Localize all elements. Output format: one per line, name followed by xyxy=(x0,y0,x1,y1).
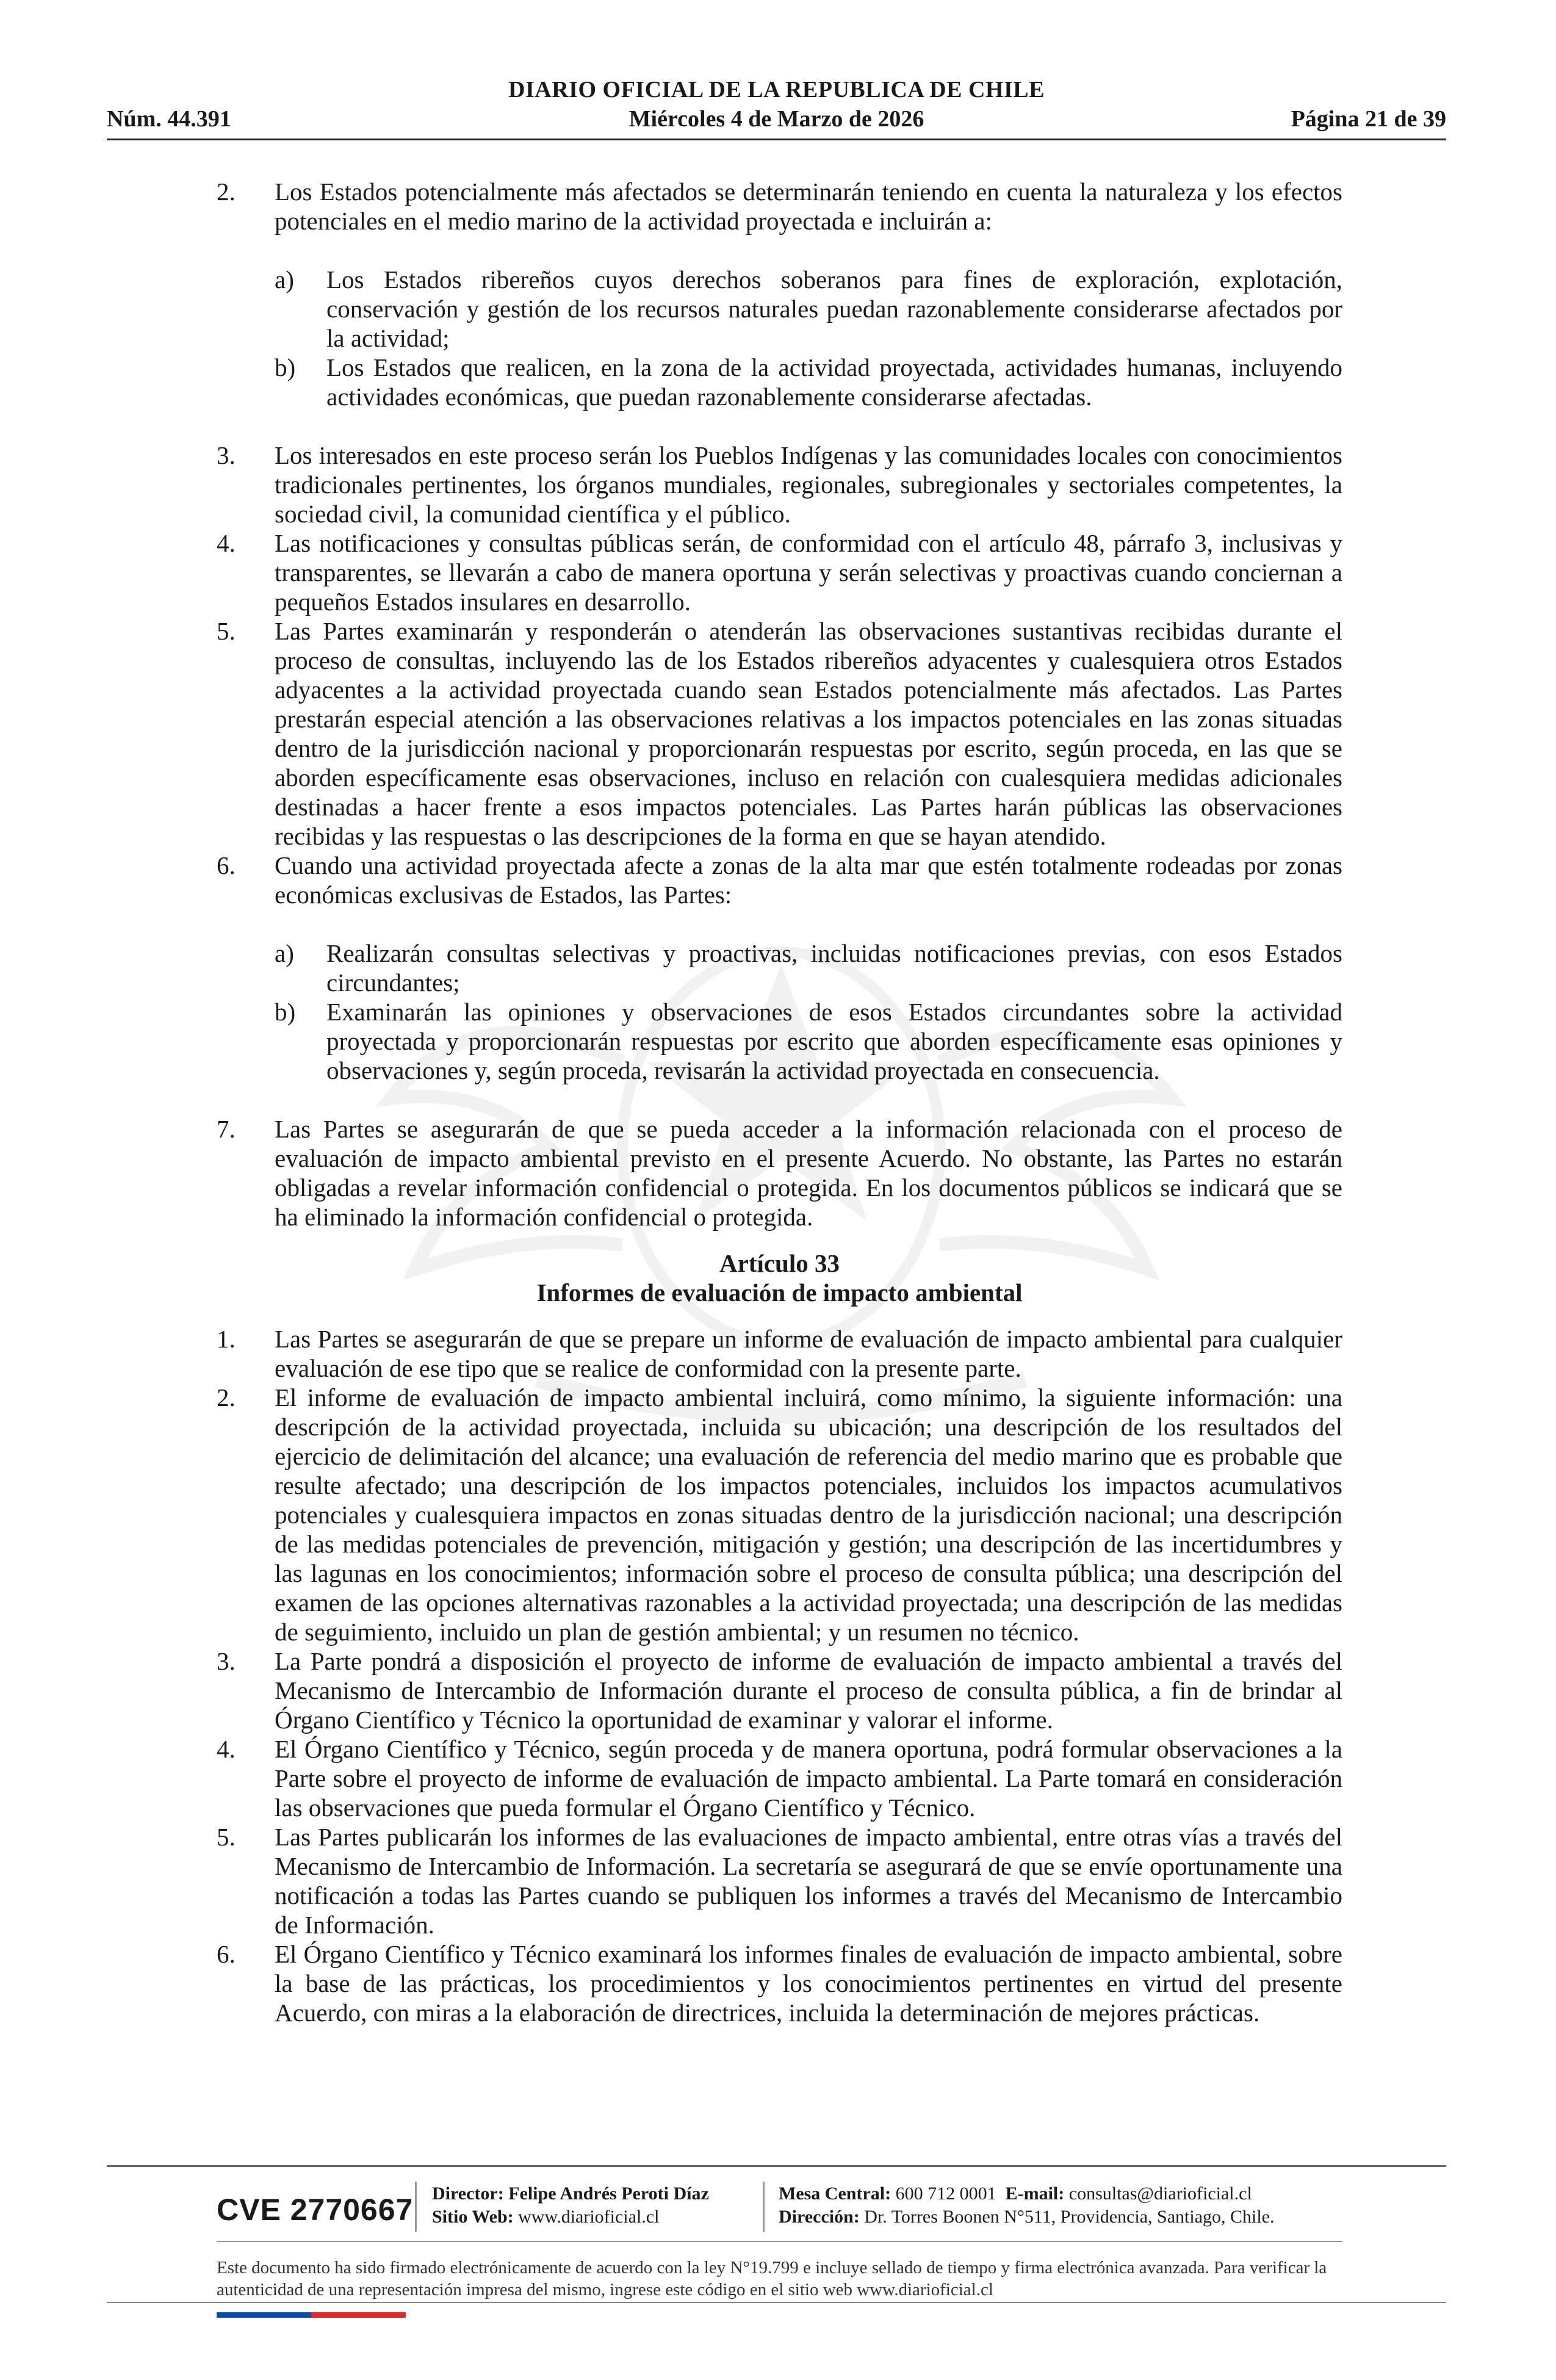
paragraph-number: 2. xyxy=(217,1383,236,1412)
numbered-paragraph xyxy=(217,1822,1342,1939)
site-label: Sitio Web: xyxy=(432,2207,514,2227)
paragraph-number: 2. xyxy=(217,178,236,206)
email-link[interactable]: consultas@diarioficial.cl xyxy=(1068,2183,1252,2204)
document-body xyxy=(217,177,1342,2027)
paragraph-number: 3. xyxy=(217,1647,236,1675)
director-label: Director: xyxy=(432,2183,504,2204)
paragraph-text: La Parte pondrá a disposición el proyecto de informe de evaluación de impacto ambiental a través del Mecanismo de Intercambio de Información durante el proceso de consulta pública, a fin de brindar al Órgano Científico y Técnico la oportunidad de examinar y valorar el informe. xyxy=(275,1647,1342,1734)
paragraph-text: El informe de evaluación de impacto ambiental incluirá, como mínimo, la siguiente información: una descripción de la actividad proyectada, incluida su ubicación; una descripción de los resultados del ejercicio de delimitación del alcance; una evaluación de referencia del medio marino que es probable que resulte afectado; una descripción de los impactos potenciales, incluidos los impactos acumulativos potenciales y cualesquiera impactos en zonas situadas dentro de la jurisdicción nacional; una descripción de las medidas potenciales de prevención, mitigación y gestión; una descripción de las incertidumbres y las lagunas en los conocimientos; información sobre el proceso de consulta pública; una descripción del examen de las opciones alternativas razonables a la actividad proyectada; una descripción de las medidas de seguimiento, incluido un plan de gestión ambiental; y un resumen no técnico. xyxy=(275,1383,1342,1646)
footer-contact-block xyxy=(779,2182,1275,2229)
footer-director-block xyxy=(432,2182,709,2229)
sub-item-label: b) xyxy=(275,998,296,1026)
paragraph-number: 6. xyxy=(217,1940,236,1968)
sub-item-text: Los Estados que realicen, en la zona de la actividad proyectada, actividades humanas, incluyendo actividades económicas, que puedan razonablemente considerarse afectadas. xyxy=(326,353,1342,411)
director-name: Felipe Andrés Peroti Díaz xyxy=(508,2183,709,2204)
phone-value: 600 712 0001 xyxy=(895,2183,996,2204)
page-header xyxy=(107,76,1446,143)
paragraph-number: 4. xyxy=(217,529,236,557)
sub-item-label: b) xyxy=(275,353,296,381)
numbered-paragraph xyxy=(217,851,1342,909)
email-label: E-mail: xyxy=(1005,2183,1065,2204)
phone-label: Mesa Central: xyxy=(779,2183,891,2204)
numbered-paragraph xyxy=(217,177,1342,236)
paragraph-text: Los Estados potencialmente más afectados se determinarán teniendo en cuenta la naturaleza y los efectos potenciales en el medio marino de la actividad proyectada e incluirán a: xyxy=(275,178,1342,235)
sub-item-text: Realizarán consultas selectivas y proactivas, incluidas notificaciones previas, con esos Estados circundantes; xyxy=(326,939,1342,997)
numbered-paragraph xyxy=(217,1324,1342,1383)
paragraph-number: 5. xyxy=(217,1823,236,1851)
numbered-paragraph xyxy=(217,528,1342,616)
numbered-paragraph xyxy=(217,1114,1342,1231)
paragraph-number: 5. xyxy=(217,617,236,645)
header-divider xyxy=(107,139,1446,140)
sub-item-label: a) xyxy=(275,939,294,967)
paragraph-text: Cuando una actividad proyectada afecte a zonas de la alta mar que estén totalmente rodeadas por zonas económicas exclusivas de Estados, las Partes: xyxy=(275,851,1342,909)
paragraph-text: Las notificaciones y consultas públicas serán, de conformidad con el artículo 48, párrafo 3, inclusivas y transparentes, se llevarán a cabo de manera oportuna y serán selectivas y proactivas cuando conciernan a pequeños Estados insulares en desarrollo. xyxy=(275,529,1342,616)
cve-code: CVE 2770667 xyxy=(217,2193,414,2227)
paragraph-number: 6. xyxy=(217,851,236,879)
issue-number: Núm. 44.391 xyxy=(107,106,231,132)
address-label: Dirección: xyxy=(779,2207,860,2227)
paragraph-number: 1. xyxy=(217,1325,236,1353)
article-number: Artículo 33 xyxy=(719,1249,840,1277)
paragraph-text: Las Partes examinarán y responderán o atenderán las observaciones sustantivas recibidas durante el proceso de consultas, incluyendo las de los Estados ribereños adyacentes y cualesquiera otros Estados adyacentes a la actividad proyectada cuando sean Estados potencialmente más afectados. Las Partes prestarán especial atención a las observaciones relativas a los impactos potenciales en las zonas situadas dentro de la jurisdicción nacional y proporcionarán respuestas por escrito, según proceda, en las que se aborden específicamente esas observaciones, incluso en relación con cualesquiera medidas adicionales destinadas a hacer frente a esos impactos potenciales. Las Partes harán públicas las observaciones recibidas y las respuestas o las descripciones de la forma en que se hayan atendido. xyxy=(275,617,1342,850)
electronic-signature-notice: Este documento ha sido firmado electrónicamente de acuerdo con la ley N°19.799 e incluye sellado de tiempo y firma electrónica avanzada. Para verificar la autenticidad de una representación impresa del mismo, ingrese este código en el sitio web www.diarioficial.cl xyxy=(217,2258,1327,2299)
paragraph-text: El Órgano Científico y Técnico, según proceda y de manera oportuna, podrá formular observaciones a la Parte sobre el proyecto de informe de evaluación de impacto ambiental. La Parte tomará en consideración las observaciones que pueda formular el Órgano Científico y Técnico. xyxy=(275,1735,1342,1822)
footer-bottom-divider xyxy=(107,2302,1446,2303)
publication-title: DIARIO OFICIAL DE LA REPUBLICA DE CHILE xyxy=(508,77,1045,103)
article-title: Informes de evaluación de impacto ambiental xyxy=(536,1278,1023,1307)
address-value: Dr. Torres Boonen N°511, Providencia, Santiago, Chile. xyxy=(864,2207,1275,2227)
page-indicator: Página 21 de 39 xyxy=(1291,106,1446,132)
paragraph-number: 7. xyxy=(217,1115,236,1143)
paragraph-text: Las Partes se asegurarán de que se prepare un informe de evaluación de impacto ambiental para cualquier evaluación de ese tipo que se realice de conformidad con la presente parte. xyxy=(275,1325,1342,1382)
paragraph-text: Las Partes publicarán los informes de las evaluaciones de impacto ambiental, entre otras vías a través del Mecanismo de Intercambio de Información. La secretaría se asegurará de que se envíe oportunamente una notificación a todas las Partes cuando se publiquen los informes a través del Mecanismo de Intercambio de Información. xyxy=(275,1823,1342,1939)
sub-item-text: Los Estados ribereños cuyos derechos soberanos para fines de exploración, explotación, conservación y gestión de los recursos naturales puedan razonablemente considerarse afectados por la actividad; xyxy=(326,265,1342,352)
footer-top-divider xyxy=(107,2165,1446,2167)
numbered-paragraph xyxy=(217,616,1342,851)
paragraph-number: 4. xyxy=(217,1735,236,1763)
flag-stripe-red xyxy=(311,2312,406,2318)
numbered-paragraph xyxy=(217,1939,1342,2027)
footer-separator xyxy=(415,2182,417,2232)
numbered-paragraph xyxy=(217,441,1342,528)
site-link[interactable]: www.diarioficial.cl xyxy=(518,2207,660,2227)
sub-item xyxy=(217,997,1342,1085)
footer-separator xyxy=(763,2182,765,2232)
paragraph-text: Las Partes se asegurarán de que se pueda acceder a la información relacionada con el proceso de evaluación de impacto ambiental previsto en el presente Acuerdo. No obstante, las Partes no estarán obligadas a revelar información confidencial o protegida. En los documentos públicos se indicará que se ha eliminado la información confidencial o protegida. xyxy=(275,1115,1342,1231)
issue-date: Miércoles 4 de Marzo de 2026 xyxy=(629,106,924,132)
paragraph-text: Los interesados en este proceso serán los Pueblos Indígenas y las comunidades locales con conocimientos tradicionales pertinentes, los órganos mundiales, regionales, subregionales y sectoriales competentes, la sociedad civil, la comunidad científica y el público. xyxy=(275,441,1342,528)
paragraph-number: 3. xyxy=(217,441,236,469)
sub-item xyxy=(217,265,1342,353)
footer-mid-divider xyxy=(217,2241,1342,2242)
sub-item-text: Examinarán las opiniones y observaciones de esos Estados circundantes sobre la actividad proyectada y proporcionarán respuestas por escrito que aborden específicamente esas opiniones y observaciones y, según proceda, revisarán la actividad proyectada en consecuencia. xyxy=(326,998,1342,1084)
paragraph-text: El Órgano Científico y Técnico examinará los informes finales de evaluación de impacto ambiental, sobre la base de las prácticas, los procedimientos y los conocimientos pertinentes en virtud del presente Acuerdo, con miras a la elaboración de directrices, incluida la determinación de mejores prácticas. xyxy=(275,1940,1342,2027)
sub-item-label: a) xyxy=(275,265,294,294)
numbered-paragraph xyxy=(217,1383,1342,1646)
sub-item xyxy=(217,939,1342,997)
flag-stripe-blue xyxy=(217,2312,311,2318)
numbered-paragraph xyxy=(217,1734,1342,1822)
sub-item xyxy=(217,353,1342,411)
numbered-paragraph xyxy=(217,1646,1342,1734)
